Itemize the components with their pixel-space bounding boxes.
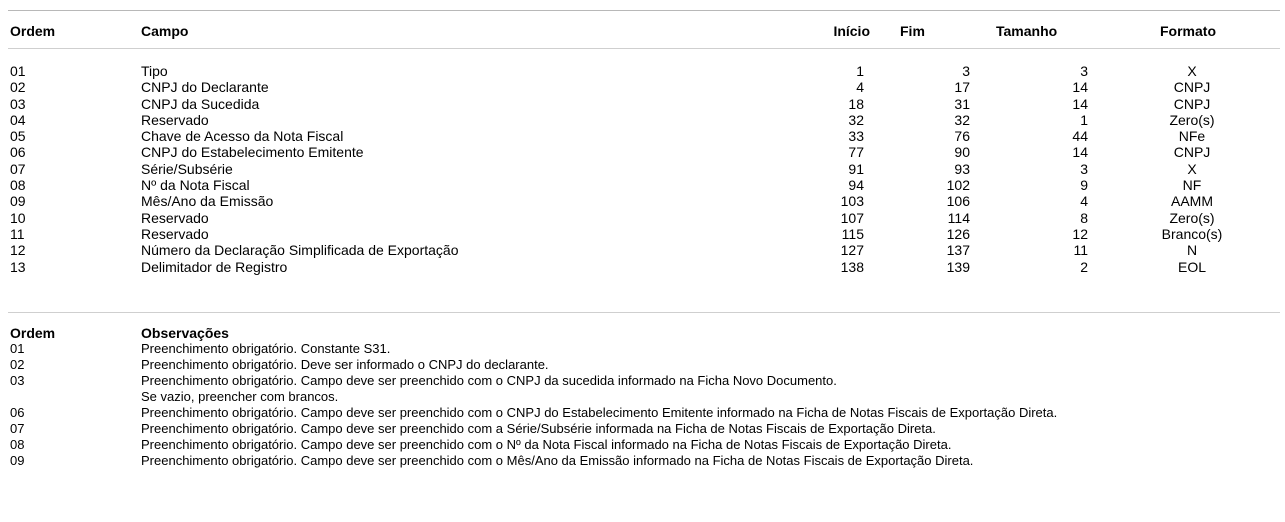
obs-text: Preenchimento obrigatório. Deve ser informado o CNPJ do declarante. [141, 357, 549, 372]
observations-list [0, 341, 1285, 469]
cell-tamanho: 14 [1072, 79, 1088, 96]
header-tamanho: Tamanho [996, 23, 1058, 39]
cell-tamanho: 12 [1072, 225, 1088, 242]
obs-text: Preenchimento obrigatório. Campo deve ser preenchido com o CNPJ da sucedida informado na Ficha Novo Documento. [141, 373, 837, 388]
cell-inicio: 138 [840, 258, 864, 275]
cell-tamanho: 14 [1072, 144, 1088, 161]
table-row [0, 112, 1285, 128]
cell-ordem: 13 [10, 258, 26, 275]
cell-tamanho: 8 [1080, 209, 1088, 226]
cell-fim: 102 [946, 177, 970, 194]
header-fim: Fim [900, 23, 925, 39]
cell-fim: 76 [954, 128, 970, 145]
field-table [0, 63, 1285, 275]
list-item [0, 341, 1285, 357]
table-row [0, 144, 1285, 160]
obs-ordem: 08 [10, 437, 25, 452]
cell-tamanho: 3 [1080, 63, 1088, 79]
cell-campo: CNPJ da Sucedida [141, 95, 260, 112]
cell-fim: 17 [954, 79, 970, 96]
header-ordem: Ordem [10, 23, 56, 39]
cell-ordem: 05 [10, 128, 26, 145]
cell-inicio: 77 [848, 144, 864, 161]
cell-inicio: 1 [856, 63, 864, 79]
table-row [0, 242, 1285, 258]
cell-fim: 93 [954, 160, 970, 177]
cell-ordem: 03 [10, 95, 26, 112]
cell-formato: X [1187, 160, 1197, 177]
cell-ordem: 07 [10, 160, 26, 177]
cell-fim: 137 [946, 242, 970, 259]
cell-ordem: 06 [10, 144, 26, 161]
cell-formato: CNPJ [1173, 95, 1211, 112]
cell-ordem: 12 [10, 242, 26, 259]
header-rule [8, 48, 1280, 49]
cell-formato: CNPJ [1173, 79, 1211, 96]
cell-ordem: 04 [10, 111, 26, 128]
obs-ordem: 06 [10, 405, 25, 420]
cell-ordem: 11 [10, 225, 25, 242]
obs-text: Preenchimento obrigatório. Campo deve ser preenchido com o Mês/Ano da Emissão informado na Ficha de Notas Fiscais de Exportação Direta. [141, 453, 974, 468]
cell-tamanho: 9 [1080, 177, 1088, 194]
table-row [0, 193, 1285, 209]
cell-inicio: 107 [840, 209, 864, 226]
header-inicio: Início [833, 23, 870, 39]
cell-tamanho: 1 [1080, 111, 1088, 128]
cell-inicio: 33 [848, 128, 864, 145]
list-item [0, 357, 1285, 373]
cell-inicio: 4 [856, 79, 864, 96]
cell-inicio: 94 [848, 177, 864, 194]
cell-inicio: 103 [840, 193, 864, 210]
cell-inicio: 127 [840, 242, 864, 259]
list-item [0, 405, 1285, 421]
table-row [0, 161, 1285, 177]
cell-inicio: 91 [848, 160, 864, 177]
obs-ordem: 02 [10, 357, 25, 372]
cell-fim: 139 [946, 258, 970, 275]
cell-formato: Branco(s) [1161, 225, 1223, 242]
list-item [0, 421, 1285, 437]
obs-ordem: 01 [10, 341, 25, 356]
list-item [0, 437, 1285, 453]
section-rule [8, 312, 1280, 313]
cell-campo: Tipo [141, 63, 168, 79]
cell-formato: X [1187, 63, 1197, 79]
header-formato: Formato [1160, 23, 1216, 39]
obs-header-observacoes: Observações [141, 325, 229, 341]
cell-fim: 31 [954, 95, 970, 112]
cell-ordem: 09 [10, 193, 26, 210]
cell-fim: 114 [947, 209, 970, 226]
obs-text: Se vazio, preencher com brancos. [141, 389, 339, 404]
cell-campo: Mês/Ano da Emissão [141, 193, 274, 210]
cell-ordem: 10 [10, 209, 26, 226]
cell-campo: Reservado [141, 209, 209, 226]
cell-formato: Zero(s) [1169, 209, 1215, 226]
table-row [0, 63, 1285, 79]
cell-fim: 106 [946, 193, 970, 210]
cell-campo: Número da Declaração Simplificada de Exportação [141, 242, 459, 259]
cell-campo: Delimitador de Registro [141, 258, 288, 275]
cell-tamanho: 14 [1072, 95, 1088, 112]
cell-ordem: 02 [10, 79, 26, 96]
cell-tamanho: 44 [1072, 128, 1088, 145]
cell-formato: AAMM [1171, 193, 1213, 210]
obs-ordem: 07 [10, 421, 25, 436]
obs-text: Preenchimento obrigatório. Constante S31. [141, 341, 391, 356]
cell-tamanho: 11 [1073, 242, 1088, 259]
obs-header-ordem: Ordem [10, 325, 56, 341]
cell-formato: N [1186, 242, 1198, 259]
table-row [0, 226, 1285, 242]
cell-ordem: 08 [10, 177, 26, 194]
cell-campo: Reservado [141, 111, 209, 128]
obs-ordem: 03 [10, 373, 25, 388]
cell-tamanho: 4 [1080, 193, 1088, 210]
cell-campo: CNPJ do Declarante [141, 79, 269, 96]
cell-campo: Nº da Nota Fiscal [141, 177, 250, 194]
cell-fim: 3 [962, 63, 970, 79]
table-row [0, 96, 1285, 112]
cell-inicio: 115 [841, 225, 864, 242]
cell-formato: NFe [1178, 128, 1206, 145]
list-item [0, 453, 1285, 469]
cell-formato: EOL [1177, 258, 1206, 275]
cell-formato: NF [1182, 177, 1202, 194]
cell-fim: 90 [954, 144, 970, 161]
table-row [0, 210, 1285, 226]
obs-ordem: 09 [10, 453, 25, 468]
list-item [0, 373, 1285, 389]
table-row [0, 177, 1285, 193]
cell-campo: Chave de Acesso da Nota Fiscal [141, 128, 344, 145]
obs-text: Preenchimento obrigatório. Campo deve ser preenchido com o Nº da Nota Fiscal informado na Ficha de Notas Fiscais de Exportação Direta. [141, 437, 952, 452]
cell-formato: CNPJ [1173, 144, 1211, 161]
cell-fim: 126 [946, 225, 970, 242]
table-row [0, 79, 1285, 95]
cell-campo: CNPJ do Estabelecimento Emitente [141, 144, 364, 161]
table-row [0, 128, 1285, 144]
cell-inicio: 32 [848, 111, 864, 128]
cell-formato: Zero(s) [1169, 111, 1215, 128]
obs-text: Preenchimento obrigatório. Campo deve ser preenchido com a Série/Subsérie informada na Ficha de Notas Fiscais de Exportação Direta. [141, 421, 936, 436]
cell-campo: Reservado [141, 225, 209, 242]
list-item [0, 389, 1285, 405]
cell-fim: 32 [954, 111, 970, 128]
cell-inicio: 18 [848, 95, 864, 112]
obs-text: Preenchimento obrigatório. Campo deve ser preenchido com o CNPJ do Estabelecimento Emitente informado na Ficha de Notas Fiscais de Exportação Direta. [141, 405, 1058, 420]
cell-tamanho: 2 [1080, 258, 1088, 275]
top-rule [8, 10, 1280, 11]
cell-campo: Série/Subsérie [141, 160, 233, 177]
table-row [0, 259, 1285, 275]
header-campo: Campo [141, 23, 189, 39]
cell-ordem: 01 [10, 63, 26, 79]
cell-tamanho: 3 [1080, 160, 1088, 177]
